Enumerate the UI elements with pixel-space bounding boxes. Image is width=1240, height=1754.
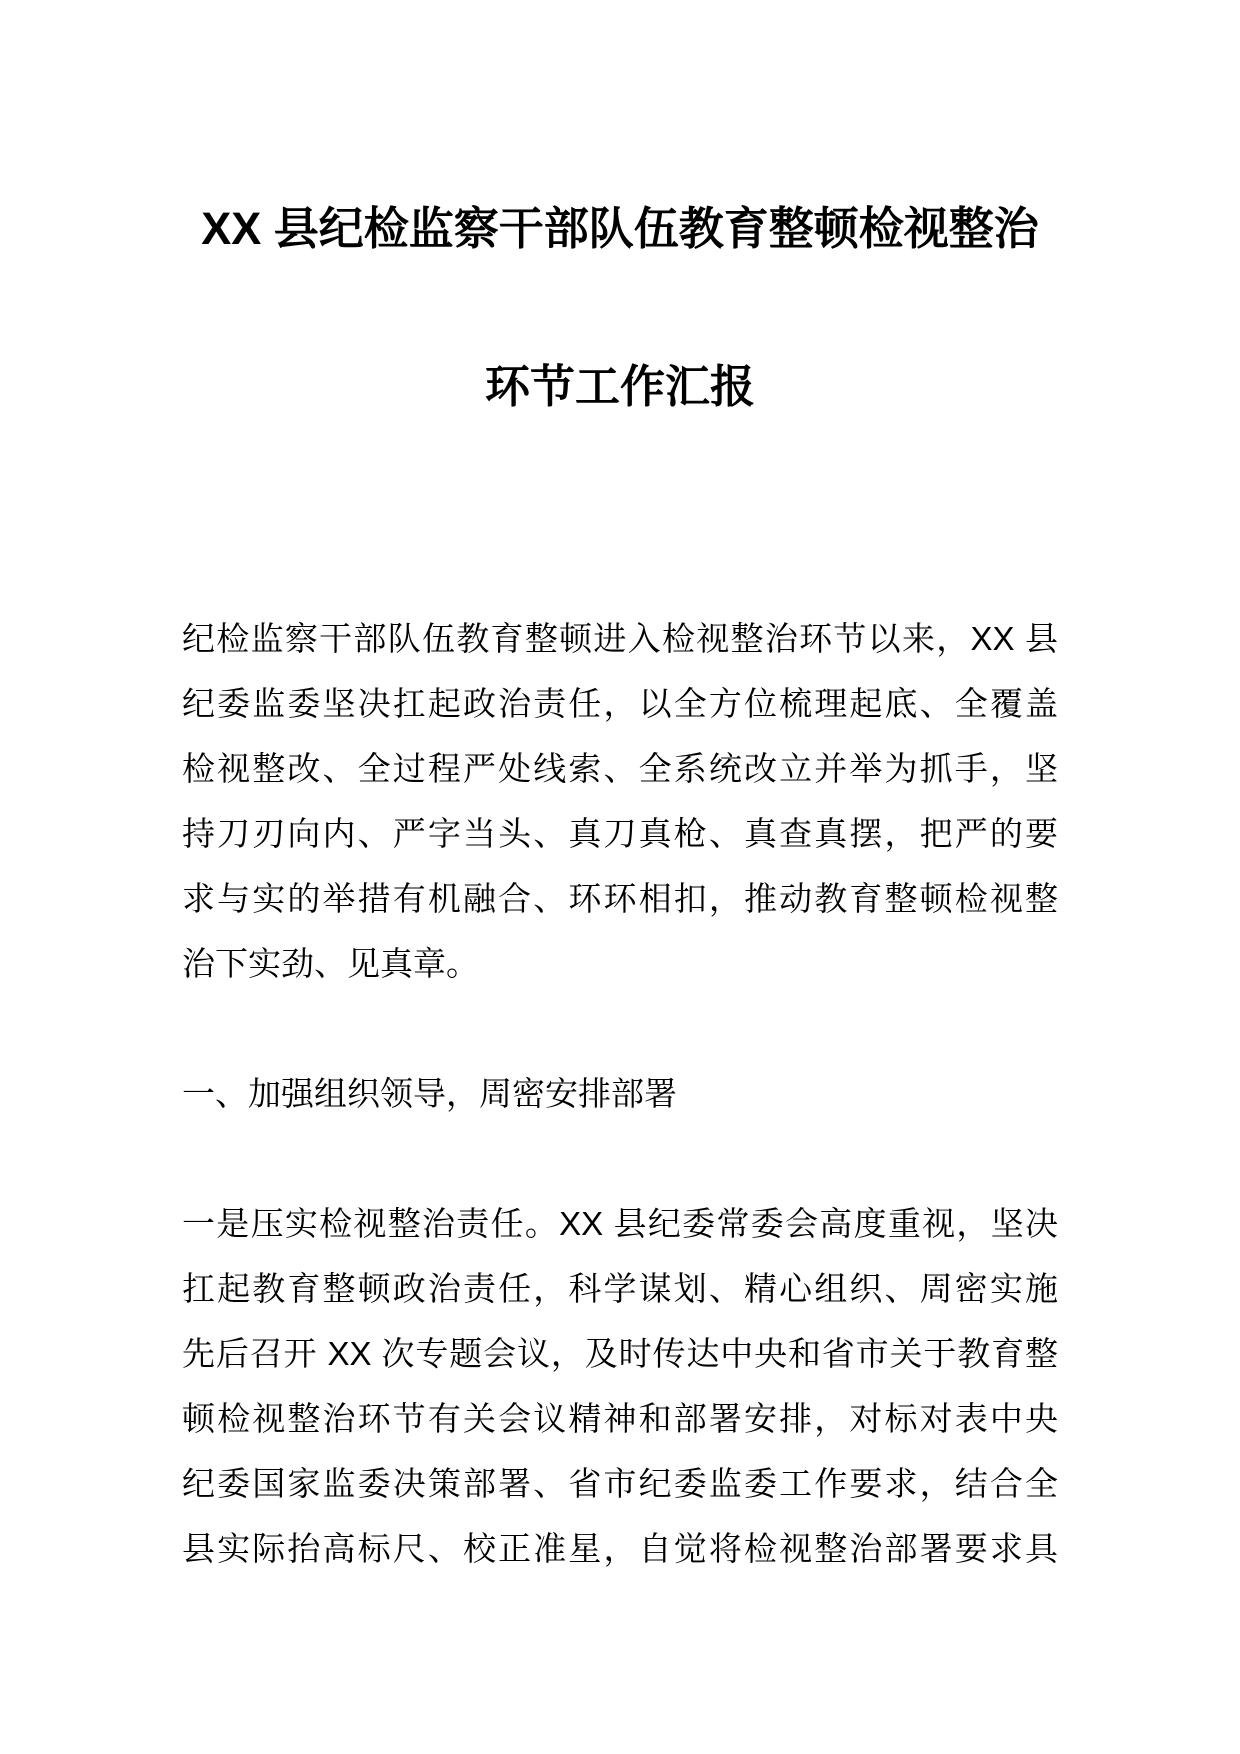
- body-line: 纪检监察干部队伍教育整顿进入检视整治环节以来，XX 县: [182, 620, 1058, 657]
- body-line: 先后召开 XX 次专题会议，及时传达中央和省市关于教育整: [182, 1335, 1058, 1372]
- document-title: [0, 150, 1240, 466]
- body-line: 一是压实检视整治责任。XX 县纪委常委会高度重视，坚决: [182, 1205, 1058, 1242]
- body-line: 持刀刃向内、严字当头、真刀真枪、真查真摆，把严的要: [182, 815, 1058, 852]
- body-line: 顿检视整治环节有关会议精神和部署安排，对标对表中央: [182, 1400, 1058, 1437]
- body-line: 检视整改、全过程严处线索、全系统改立并举为抓手，坚: [182, 750, 1058, 787]
- body-line: 扛起教育整顿政治责任，科学谋划、精心组织、周密实施: [182, 1270, 1058, 1307]
- body-line: 纪委监委坚决扛起政治责任，以全方位梳理起底、全覆盖: [182, 685, 1058, 722]
- document-title-line: 环节工作汇报: [484, 361, 755, 412]
- body-line: 求与实的举措有机融合、环环相扣，推动教育整顿检视整: [182, 880, 1058, 917]
- blank-line: [182, 996, 1058, 1061]
- heading-line: 一、加强组织领导，周密安排部署: [182, 1075, 677, 1112]
- document-title-line: XX 县纪检监察干部队伍教育整顿检视整治: [201, 203, 1039, 254]
- body-line: 治下实劲、见真章。: [182, 945, 479, 982]
- body-line: 县实际抬高标尺、校正准星，自觉将检视整治部署要求具: [182, 1530, 1058, 1567]
- document-body: [182, 606, 1058, 1581]
- body-line: 纪委国家监委决策部署、省市纪委监委工作要求，结合全: [182, 1465, 1058, 1502]
- blank-line: [182, 1126, 1058, 1191]
